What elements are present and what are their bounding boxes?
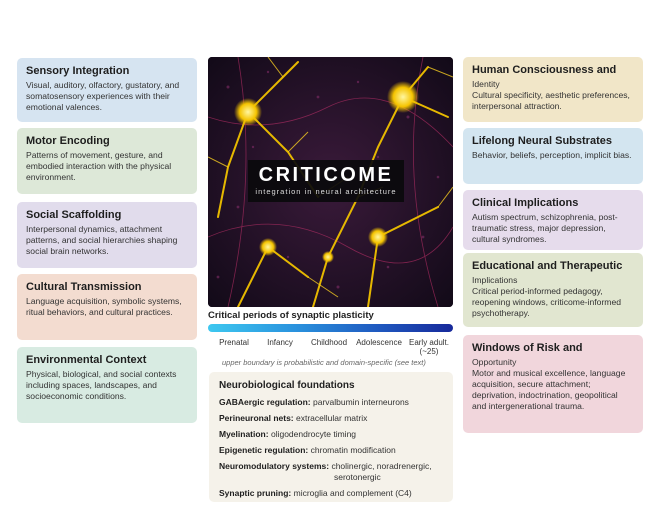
hero-subtitle: integration in neural architecture <box>255 187 397 196</box>
neuro-term: Synaptic pruning: <box>219 488 292 498</box>
stage-label-adolescence: Adolescence <box>356 338 402 347</box>
card-title: Sensory Integration <box>26 65 130 77</box>
card-windows-risk-opportunity <box>463 335 643 433</box>
card-body: Language acquisition, symbolic systems, ritual behaviors, and cultural practices. <box>26 296 182 317</box>
neuro-term: Myelination: <box>219 429 269 439</box>
card-body: Visual, auditory, olfactory, gustatory, and somatosensory experiences with their emotional valences. <box>26 80 180 112</box>
card-title-continued: Identity <box>472 79 500 89</box>
card-body: Behavior, beliefs, perception, implicit bias. <box>472 150 632 160</box>
neuro-term: GABAergic regulation: <box>219 397 311 407</box>
card-body: Autism spectrum, schizophrenia, post-traumatic stress, major depression, cultural syndromes. <box>472 212 618 244</box>
stage-label-childhood: Childhood <box>310 338 348 347</box>
neuro-title: Neurobiological foundations <box>219 380 355 391</box>
neuro-desc: extracellular matrix <box>296 413 368 423</box>
card-motor-encoding <box>17 128 197 194</box>
card-title: Motor Encoding <box>26 135 110 147</box>
neuro-term: Epigenetic regulation: <box>219 445 309 455</box>
card-cultural-transmission <box>17 274 197 340</box>
card-title: Environmental Context <box>26 354 147 366</box>
neuro-item <box>219 461 443 483</box>
stage-label-early-adult-age: (~25) <box>419 347 439 356</box>
neurobiological-foundations-panel <box>209 372 453 502</box>
card-title: Lifelong Neural Substrates <box>472 135 612 147</box>
card-title-continued: Opportunity <box>472 357 517 367</box>
neuro-item <box>219 413 443 424</box>
card-sensory-integration <box>17 58 197 122</box>
neuro-item <box>219 429 443 440</box>
card-educational-therapeutic <box>463 253 643 327</box>
card-title: Educational and Therapeutic <box>472 260 623 272</box>
card-body: Physical, biological, and social contexts including spaces, landscapes, and socioeconomic conditions. <box>26 369 177 401</box>
stage-label-prenatal: Prenatal <box>219 338 249 347</box>
stage-label-infancy: Infancy <box>267 338 293 347</box>
card-body: Interpersonal dynamics, attachment patterns, and social hierarchies shaping social brain networks. <box>26 224 178 256</box>
card-body: Critical period-informed pedagogy, reopening windows, criticome-informed psychotherapy. <box>472 286 622 318</box>
neuro-term: Perineuronal nets: <box>219 413 294 423</box>
card-body: Motor and musical excellence, language acquisition, secure attachment; deprivation, indoctrination, geopolitical and intergenerational trauma. <box>472 368 626 411</box>
neuro-desc-continued: serotonergic <box>334 472 381 482</box>
card-title-continued: Implications <box>472 275 518 285</box>
neuro-desc: microglia and complement (C4) <box>293 488 412 498</box>
card-title: Windows of Risk and <box>472 342 583 354</box>
card-title: Cultural Transmission <box>26 281 142 293</box>
hero-title: CRITICOME <box>258 164 394 186</box>
neuro-item <box>219 397 443 408</box>
stage-label-early-adult: Early adult. <box>408 338 450 347</box>
neuro-item <box>219 488 443 499</box>
card-title: Clinical Implications <box>472 197 579 209</box>
neuro-desc: cholinergic, noradrenergic, <box>331 461 432 471</box>
card-title: Social Scaffolding <box>26 209 122 221</box>
card-body: Cultural specificity, aesthetic preferences, interpersonal attraction. <box>472 90 630 111</box>
neuro-term: Neuromodulatory systems: <box>219 461 330 471</box>
card-body: Patterns of movement, gesture, and embodied interaction with the physical environment. <box>26 150 172 182</box>
card-human-consciousness <box>463 57 643 122</box>
hero-title-box <box>248 160 404 202</box>
card-lifelong-neural-substrates <box>463 128 643 184</box>
neuro-desc: oligodendrocyte timing <box>270 429 357 439</box>
neuro-desc: parvalbumin interneurons <box>313 397 409 407</box>
neuro-desc: chromatin modification <box>310 445 396 455</box>
card-clinical-implications <box>463 190 643 250</box>
card-environmental-context <box>17 347 197 423</box>
critical-periods-note: upper boundary is probabilistic and domain-specific (see text) <box>222 358 426 367</box>
card-title: Human Consciousness and <box>472 64 617 76</box>
critical-periods-bar <box>208 324 453 332</box>
neuro-item <box>219 445 443 456</box>
card-social-scaffolding <box>17 202 197 268</box>
critical-periods-title: Critical periods of synaptic plasticity <box>208 310 374 321</box>
